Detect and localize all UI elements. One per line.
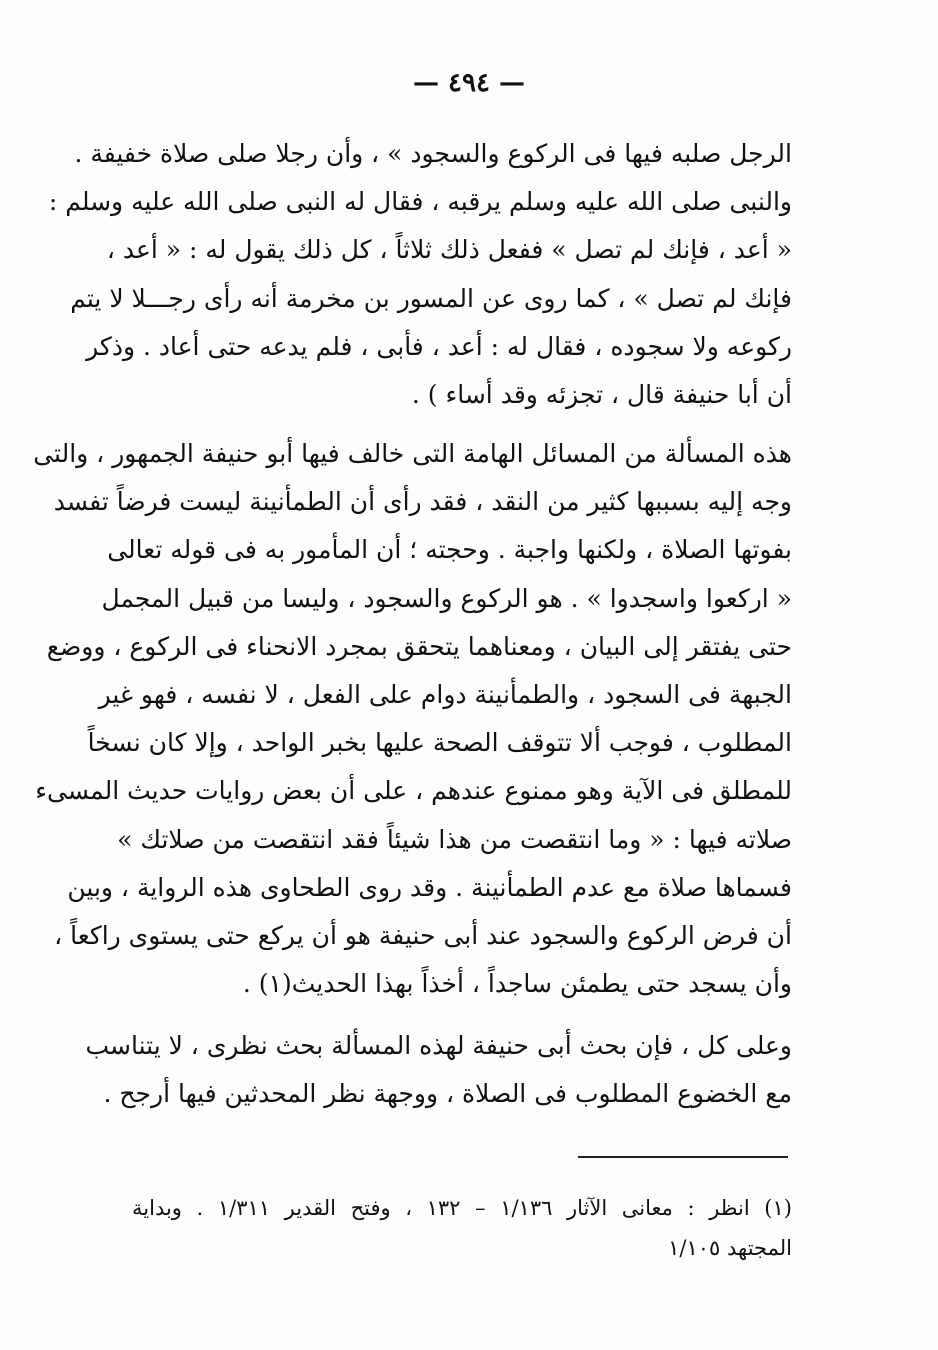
text-line: وجه إليه بسببها كثير من النقد ، فقد رأى أن الطمأنينة ليست فرضاً تفسد xyxy=(53,487,792,517)
paragraph-3 xyxy=(85,1022,792,1118)
text-line: والنبى صلى الله عليه وسلم يرقبه ، فقال له النبى صلى الله عليه وسلم : xyxy=(48,187,792,217)
paragraph-2 xyxy=(33,430,792,1008)
text-line: المطلوب ، فوجب ألا تتوقف الصحة عليها بخبر الواحد ، وإلا كان نسخاً xyxy=(87,728,792,758)
text-line: هذه المسألة من المسائل الهامة التى خالف فيها أبو حنيفة الجمهور ، والتى xyxy=(33,439,792,468)
text-line: بفوتها الصلاة ، ولكنها واجبة . وحجته ؛ أن المأمور به فى قوله تعالى xyxy=(107,535,792,565)
text-line: مع الخضوع المطلوب فى الصلاة ، ووجهة نظر المحدثين فيها أرجح . xyxy=(103,1079,792,1109)
text-line: « اركعوا واسجدوا » . هو الركوع والسجود ، وليسا من قبيل المجمل xyxy=(101,583,792,613)
text-line: حتى يفتقر إلى البيان ، ومعناهما يتحقق بمجرد الانحناء فى الركوع ، ووضع xyxy=(46,631,792,661)
page-number: — ٤٩٤ — xyxy=(412,68,526,98)
text-line: فإنك لم تصل » ، كما روى عن المسور بن مخرمة أنه رأى رجـــلا لا يتم xyxy=(70,283,792,313)
text-line: الرجل صلبه فيها فى الركوع والسجود » ، وأن رجلا صلى صلاة خفيفة . xyxy=(74,139,792,168)
text-line: وأن يسجد حتى يطمئن ساجداً ، أخذاً بهذا الحديث(١) . xyxy=(242,969,792,999)
footnote-separator xyxy=(578,1156,788,1158)
text-line: الجبهة فى السجود ، والطمأنينة دوام على الفعل ، لا نفسه ، فهو غير xyxy=(98,680,792,710)
text-line: صلاته فيها : « وما انتقصت من هذا شيئاً فقد انتقصت من صلاتك » xyxy=(117,824,792,854)
paragraph-1 xyxy=(48,130,792,419)
footnote-line: المجتهد ١/١٠٥ xyxy=(668,1236,792,1260)
text-line: أن فرض الركوع والسجود عند أبى حنيفة هو أن يركع حتى يستوى راكعاً ، xyxy=(54,921,792,951)
footnote-line: (١) انظر : معانى الآثار ١/١٣٦ – ١٣٢ ، وفتح القدير ١/٣١١ . وبداية xyxy=(132,1196,792,1220)
text-line: ركوعه ولا سجوده ، فقال له : أعد ، فأبى ، فلم يدعه حتى أعاد . وذكر xyxy=(86,331,792,361)
text-line: وعلى كل ، فإن بحث أبى حنيفة لهذه المسألة بحث نظرى ، لا يتناسب xyxy=(85,1031,792,1060)
text-line: فسماها صلاة مع عدم الطمأنينة . وقد روى الطحاوى هذه الرواية ، وبين xyxy=(67,872,792,902)
text-line: للمطلق فى الآية وهو ممنوع عندهم ، على أن بعض روايات حديث المسىء xyxy=(35,776,792,806)
text-line: أن أبا حنيفة قال ، تجزئه وقد أساء ) . xyxy=(411,380,792,410)
footnote xyxy=(132,1188,792,1268)
text-line: « أعد ، فإنك لم تصل » ففعل ذلك ثلاثاً ، كل ذلك يقول له : « أعد ، xyxy=(106,235,792,265)
